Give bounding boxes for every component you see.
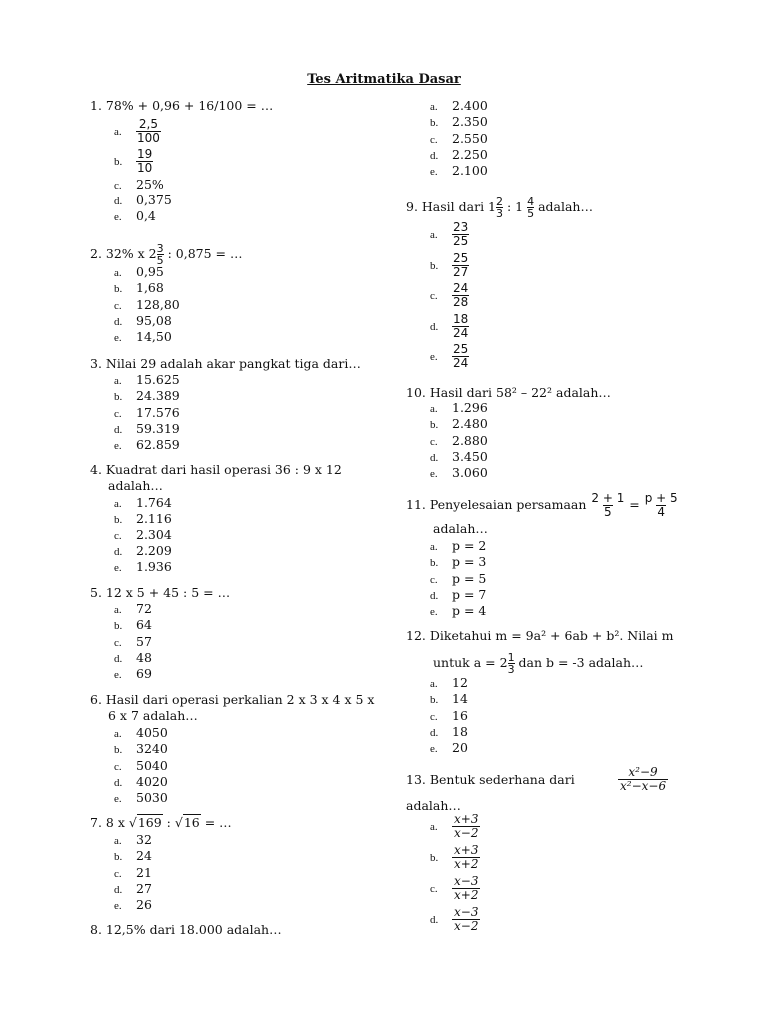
q2-option-d: d. 95,08 [114, 312, 172, 328]
q4-option-d: d. 2.209 [114, 543, 172, 558]
question-4: 4. Kuadrat dari hasil operasi 36 : 9 x 12 [90, 462, 342, 477]
q10-option-a: a. 1.296 [430, 400, 488, 415]
q13-option-c: c. $\frac{x-3}{x+2}$ [430, 874, 479, 902]
q8-option-b: b. 2.350 [430, 114, 488, 130]
fraction: $\frac{23}{25}$ [453, 220, 469, 248]
question-12: 12. Diketahui m = 9a² + 6ab + b². Nilai m [406, 628, 674, 643]
q1-option-b: b. $\frac{19}{10}$ [114, 147, 153, 175]
q2-option-a: a. 0,95 [114, 264, 164, 279]
q2-option-c: c. 128,80 [114, 296, 180, 312]
q1-option-d: d. 0,375 [114, 192, 172, 207]
question-6-cont: 6 x 7 adalah… [108, 708, 198, 723]
sqrt: √169 [128, 815, 162, 830]
q6-option-b: b. 3240 [114, 741, 168, 757]
fraction: $\frac{24}{28}$ [453, 281, 469, 309]
q1-option-a: a. $\frac{2,5}{100}$ [114, 117, 160, 145]
q1-option-c: c. 25% [114, 177, 164, 192]
q5-option-c: c. 57 [114, 633, 152, 649]
q9-option-a: a. $\frac{23}{25}$ [430, 220, 469, 248]
q10-option-c: c. 2.880 [430, 432, 488, 448]
q6-option-d: d. 4020 [114, 773, 168, 789]
q5-option-e: e. 69 [114, 666, 152, 682]
q9-option-b: b. $\frac{25}{27}$ [430, 250, 469, 279]
fraction: $\frac{19}{10}$ [137, 147, 153, 175]
sqrt: √16 [174, 815, 200, 830]
q7-option-e: e. 26 [114, 897, 152, 913]
q12-option-b: b. 14 [430, 691, 468, 707]
question-7: 7. 8 x √169 : √16 = … [90, 815, 232, 830]
question-3: 3. Nilai 29 adalah akar pangkat tiga dari… [90, 356, 361, 371]
q8-option-a: a. 2.400 [430, 98, 488, 113]
q11-option-d: d. p = 7 [430, 586, 487, 602]
q8-option-e: e. 2.100 [430, 163, 488, 179]
question-10: 10. Hasil dari 58² – 22² adalah… [406, 385, 611, 400]
question-2: 2. 32% x 2 $\frac{3}{5}$ : 0,875 = … [90, 242, 243, 267]
q3-option-e: e. 62.859 [114, 437, 180, 453]
q12-option-e: e. 20 [430, 740, 468, 756]
q13-option-b: b. $\frac{x+3}{x+2}$ [430, 843, 479, 871]
q6-option-a: a. 4050 [114, 725, 168, 740]
page-title: Tes Aritmatika Dasar [307, 72, 461, 87]
question-13-cont: adalah… [406, 798, 461, 813]
q7-option-d: d. 27 [114, 880, 152, 896]
fraction: $\frac{x+3}{x-2}$ [454, 812, 479, 840]
q11-option-e: e. p = 4 [430, 603, 487, 619]
q4-option-e: e. 1.936 [114, 559, 172, 574]
question-12-cont: untuk a = 2 $\frac{1}{3}$ dan b = -3 adalah… [433, 651, 644, 676]
fraction: $\frac{25}{27}$ [453, 250, 469, 279]
question-13: 13. Bentuk sederhana dari [406, 772, 575, 787]
q6-option-e: e. 5030 [114, 790, 168, 806]
question-1: 1. 78% + 0,96 + 16/100 = … [90, 98, 274, 113]
q6-option-c: c. 5040 [114, 757, 168, 773]
q13-option-a: a. $\frac{x+3}{x-2}$ [430, 812, 479, 840]
question-11: 11. Penyelesaian persamaan $\frac{2 + 1}{5}$ = $\frac{p + 5}{4}$ [406, 491, 678, 519]
q4-option-a: a. 1.764 [114, 495, 172, 510]
q12-option-a: a. 12 [430, 675, 468, 690]
q2-option-b: b. 1,68 [114, 280, 164, 296]
fraction: $\frac{x+3}{x+2}$ [454, 843, 479, 871]
q7-option-a: a. 32 [114, 832, 152, 847]
question-5: 5. 12 x 5 + 45 : 5 = … [90, 585, 231, 600]
fraction: $\frac{2,5}{100}$ [137, 117, 160, 145]
question-9: 9. Hasil dari 1 $\frac{2}{3}$ : 1 $\frac{4}{5}$ adalah… [406, 195, 593, 220]
fraction: $\frac{25}{24}$ [453, 342, 469, 370]
q5-option-a: a. 72 [114, 601, 152, 616]
q4-option-c: c. 2.304 [114, 527, 172, 542]
q7-option-b: b. 24 [114, 848, 152, 864]
q12-option-c: c. 16 [430, 707, 468, 723]
q2-option-e: e. 14,50 [114, 329, 172, 345]
q5-option-b: b. 64 [114, 617, 152, 633]
q3-option-d: d. 59.319 [114, 420, 180, 436]
q9-option-d: d. $\frac{18}{24}$ [430, 311, 469, 340]
fraction: $\frac{x-3}{x-2}$ [454, 905, 479, 933]
fraction: $\frac{18}{24}$ [453, 311, 469, 340]
q11-option-b: b. p = 3 [430, 554, 487, 570]
q11-option-a: a. p = 2 [430, 538, 487, 553]
q8-option-c: c. 2.550 [430, 130, 488, 146]
q9-option-e: e. $\frac{25}{24}$ [430, 342, 469, 370]
question-8: 8. 12,5% dari 18.000 adalah… [90, 922, 282, 937]
q10-option-b: b. 2.480 [430, 416, 488, 432]
q13-fraction: $\frac{\text{x²−9}}{\text{x²−x−6}}$ [620, 765, 667, 793]
q10-option-e: e. 3.060 [430, 465, 488, 481]
q11-option-c: c. p = 5 [430, 570, 487, 586]
q4-option-b: b. 2.116 [114, 511, 172, 526]
question-4-cont: adalah… [108, 478, 163, 493]
q12-option-d: d. 18 [430, 723, 468, 739]
q8-option-d: d. 2.250 [430, 146, 488, 162]
fraction: $\frac{x-3}{x+2}$ [454, 874, 479, 902]
q3-option-c: c. 17.576 [114, 404, 180, 420]
q13-option-d: d. $\frac{x-3}{x-2}$ [430, 905, 479, 933]
question-11-cont: adalah… [433, 521, 488, 536]
q1-option-e: e. 0,4 [114, 208, 156, 223]
q5-option-d: d. 48 [114, 649, 152, 665]
q3-option-a: a. 15.625 [114, 372, 180, 387]
q9-option-c: c. $\frac{24}{28}$ [430, 281, 469, 309]
q7-option-c: c. 21 [114, 864, 152, 880]
question-6: 6. Hasil dari operasi perkalian 2 x 3 x 4 x 5 x [90, 692, 375, 707]
q3-option-b: b. 24.389 [114, 388, 180, 404]
q10-option-d: d. 3.450 [430, 448, 488, 464]
